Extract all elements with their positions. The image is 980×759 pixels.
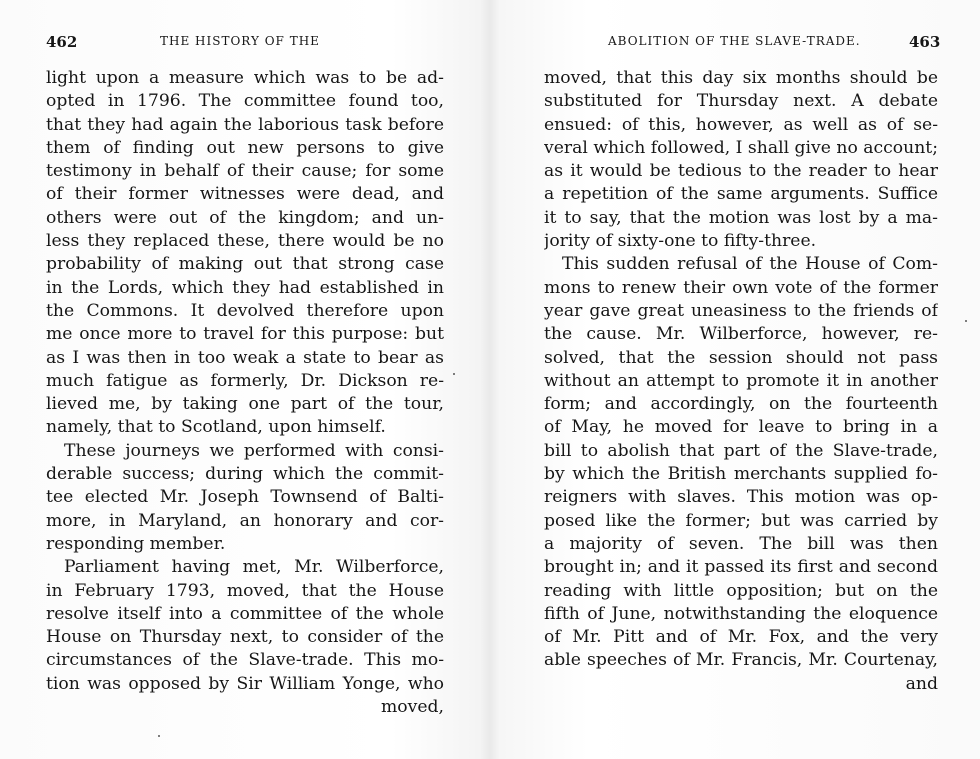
- text-line: light upon a measure which was to be ad-: [46, 68, 444, 88]
- right-page-number: 463: [909, 33, 941, 51]
- right-running-head: ABOLITION OF THE SLAVE-TRADE.: [608, 34, 861, 48]
- right-page: [490, 0, 980, 759]
- text-line: This sudden refusal of the House of Com-: [562, 254, 938, 275]
- text-line: namely, that to Scotland, upon himself.: [46, 417, 386, 438]
- text-line: lieved me, by taking one part of the tour,: [46, 394, 444, 415]
- text-line: mons to renew their own vote of the former: [544, 277, 938, 298]
- text-line: reading with little opposition; but on the: [544, 580, 938, 601]
- text-line: without an attempt to promote it in another: [544, 370, 938, 391]
- text-line: of Mr. Pitt and of Mr. Fox, and the very: [544, 627, 938, 648]
- text-line: of their former witnesses were dead, and: [46, 184, 444, 205]
- text-line: responding member.: [46, 533, 226, 554]
- text-line: me once more to travel for this purpose: but: [46, 324, 444, 345]
- text-line: moved, that this day six months should be: [544, 68, 938, 88]
- text-line: as it would be tedious to the reader to hear: [544, 161, 938, 182]
- text-line: in February 1793, moved, that the House: [46, 580, 444, 601]
- text-line: that they had again the laborious task before: [46, 114, 444, 135]
- text-line: probability of making out that strong case: [46, 254, 444, 275]
- text-line: form; and accordingly, on the fourteenth: [544, 394, 938, 415]
- right-text-block: [544, 67, 938, 696]
- text-line: more, in Maryland, an honorary and cor-: [46, 510, 444, 531]
- text-line: Parliament having met, Mr. Wilberforce,: [64, 557, 444, 578]
- scan-speck: [965, 320, 967, 322]
- text-line: year gave great uneasiness to the friends of: [544, 300, 938, 321]
- left-page-number: 462: [46, 33, 78, 51]
- text-line: much fatigue as formerly, Dr. Dickson re-: [46, 370, 444, 391]
- text-line: a repetition of the same arguments. Suffice: [544, 184, 938, 205]
- scan-speck: [158, 735, 160, 737]
- text-line: resolve itself into a committee of the whole: [46, 603, 444, 624]
- text-line: the Commons. It devolved therefore upon: [46, 300, 444, 321]
- text-line: less they replaced these, there would be no: [46, 231, 444, 252]
- text-line: reigners with slaves. This motion was op-: [544, 487, 938, 508]
- text-line: tee elected Mr. Joseph Townsend of Balti-: [46, 487, 444, 508]
- text-line: substituted for Thursday next. A debate: [544, 91, 938, 112]
- text-line: of May, he moved for leave to bring in a: [544, 417, 938, 438]
- text-line: derable success; during which the commit-: [46, 464, 444, 485]
- text-line: able speeches of Mr. Francis, Mr. Courtenay,: [544, 650, 938, 671]
- text-line: veral which followed, I shall give no account;: [544, 137, 938, 158]
- catchword: moved,: [381, 697, 444, 718]
- text-line: bill to abolish that part of the Slave-trade,: [544, 440, 938, 461]
- text-line: the cause. Mr. Wilberforce, however, re-: [544, 324, 938, 345]
- scan-speck: [453, 373, 455, 375]
- text-line: testimony in behalf of their cause; for some: [46, 161, 444, 182]
- text-line: House on Thursday next, to consider of the: [46, 627, 444, 648]
- text-line: brought in; and it passed its first and second: [544, 557, 938, 578]
- text-line: by which the British merchants supplied fo-: [544, 464, 938, 485]
- text-line: them of finding out new persons to give: [46, 137, 444, 158]
- text-line: others were out of the kingdom; and un-: [46, 207, 444, 228]
- text-line: fifth of June, notwithstanding the eloquence: [544, 603, 938, 624]
- left-text-block: [46, 67, 444, 719]
- text-line: a majority of seven. The bill was then: [544, 533, 938, 554]
- text-line: jority of sixty-one to fifty-three.: [544, 231, 817, 252]
- text-line: opted in 1796. The committee found too,: [46, 91, 444, 112]
- text-line: circumstances of the Slave-trade. This mo-: [46, 650, 444, 671]
- text-line: posed like the former; but was carried by: [544, 510, 938, 531]
- text-line: in the Lords, which they had established in: [46, 277, 444, 298]
- text-line: ensued: of this, however, as well as of se-: [544, 114, 938, 135]
- text-line: tion was opposed by Sir William Yonge, who: [46, 673, 444, 694]
- text-line: it to say, that the motion was lost by a ma-: [544, 207, 938, 228]
- text-line: solved, that the session should not pass: [544, 347, 938, 368]
- left-running-head: THE HISTORY OF THE: [160, 34, 320, 48]
- catchword: and: [905, 673, 938, 694]
- text-line: as I was then in too weak a state to bear as: [46, 347, 444, 368]
- text-line: These journeys we performed with consi-: [64, 440, 444, 461]
